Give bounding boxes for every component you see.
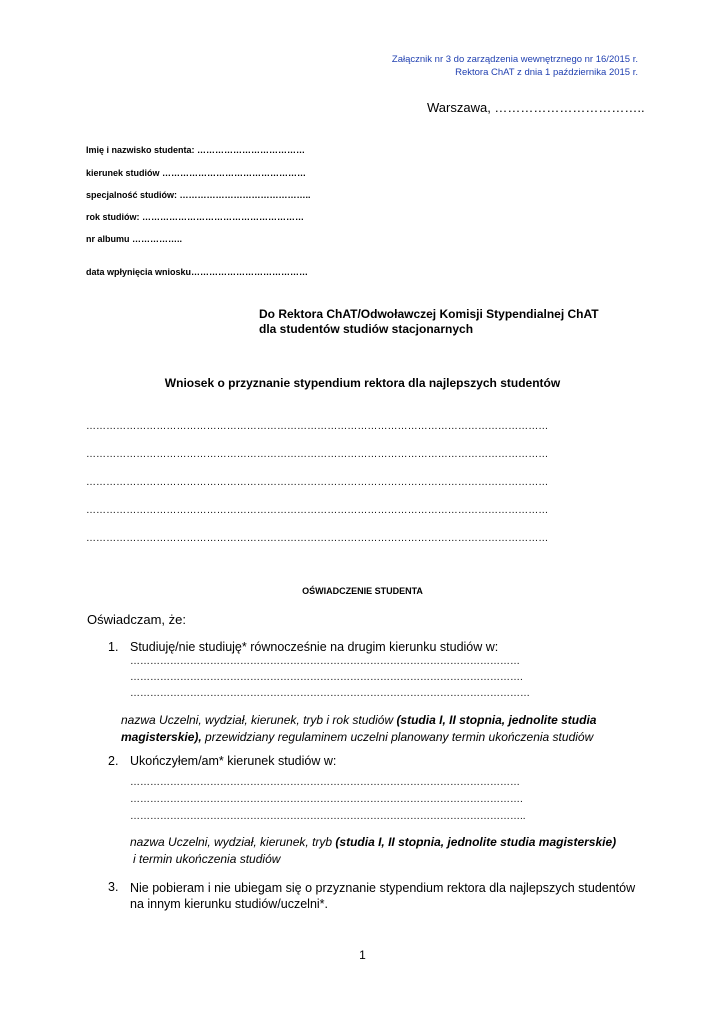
blank-line: ………………………………………………………………………………………………………………………… (86, 421, 549, 432)
addressee-line-2: dla studentów studiów stacjonarnych (259, 322, 474, 336)
item-3-text (130, 880, 635, 912)
declaration-intro: Oświadczam, że: (87, 612, 186, 627)
item-2-note-part-1: nazwa Uczelni, wydział, kierunek, tryb (130, 835, 336, 849)
field-submission-date: data wpłynięcia wniosku………………………………… (86, 267, 309, 277)
document-title: Wniosek o przyznanie stypendium rektora dla najlepszych studentów (164, 376, 561, 390)
item-2-number: 2. (108, 754, 119, 768)
header-note (392, 53, 638, 79)
item-2-dots-line: ……………………………………………………………………………………………………… (130, 777, 520, 788)
item-1-note (121, 712, 641, 746)
addressee (259, 307, 599, 337)
field-album-number: nr albumu …………….. (86, 234, 183, 244)
declaration-heading: OŚWIADCZENIE STUDENTA (302, 586, 423, 596)
field-student-name: Imię i nazwisko studenta: ……………………………… (86, 145, 306, 155)
addressee-line-1: Do Rektora ChAT/Odwoławczej Komisji Stypendialnej ChAT (259, 307, 599, 321)
item-3-number: 3. (108, 880, 119, 894)
item-1-note-part-1: nazwa Uczelni, wydział, kierunek, tryb i rok studiów (121, 713, 397, 727)
blank-line: ………………………………………………………………………………………………………………………… (86, 533, 549, 544)
item-2-dots-line: ……………………………………………………………………………………………………….. (130, 811, 526, 822)
item-1-number: 1. (108, 640, 119, 654)
item-2-note-line-1 (130, 834, 640, 851)
item-1-dots-line: ………………………………………………………………………………………………………. (130, 672, 523, 683)
page-number: 1 (359, 948, 366, 962)
blank-line: ………………………………………………………………………………………………………………………… (86, 477, 549, 488)
blank-line: ………………………………………………………………………………………………………………………… (86, 505, 549, 516)
field-field-of-study: kierunek studiów ………………………………………… (86, 168, 307, 178)
item-2-text: Ukończyłem/am* kierunek studiów w: (130, 754, 337, 768)
header-note-line-1: Załącznik nr 3 do zarządzenia wewnętrznego nr 16/2015 r. (391, 54, 638, 65)
header-note-line-2: Rektora ChAT z dnia 1 października 2015 r. (455, 67, 638, 78)
field-year-of-study: rok studiów: ……………………………………………… (86, 212, 304, 222)
item-1-text: Studiuję/nie studiuję* równocześnie na drugim kierunku studiów w: (130, 640, 499, 654)
item-1-note-bold: (studia I, II stopnia, jednolite studia magisterskie), (121, 713, 597, 744)
item-2-note (130, 834, 640, 868)
item-2-note-part-2: i termin ukończenia studiów (133, 852, 281, 866)
item-2-note-bold: (studia I, II stopnia, jednolite studia magisterskie) (335, 835, 617, 849)
item-1-dots-line: ………………………………………………………………………………………………………… (130, 688, 530, 699)
blank-line: ………………………………………………………………………………………………………………………… (86, 449, 549, 460)
item-3-text-line-1: Nie pobieram i nie ubiegam się o przyznanie stypendium rektora dla najlepszych studentów (130, 881, 636, 895)
item-2-dots-line: ………………………………………………………………………………………………………. (130, 794, 523, 805)
item-1-dots-line: ……………………………………………………………………………………………………… (130, 656, 520, 667)
place-date: Warszawa, …………………………….. (427, 100, 645, 115)
item-3-text-line-2: na innym kierunku studiów/uczelni*. (130, 897, 329, 911)
field-specialization: specjalność studiów: …………………………………….. (86, 190, 311, 200)
item-1-note-part-2: przewidziany regulaminem uczelni planowany termin ukończenia studiów (201, 730, 594, 744)
